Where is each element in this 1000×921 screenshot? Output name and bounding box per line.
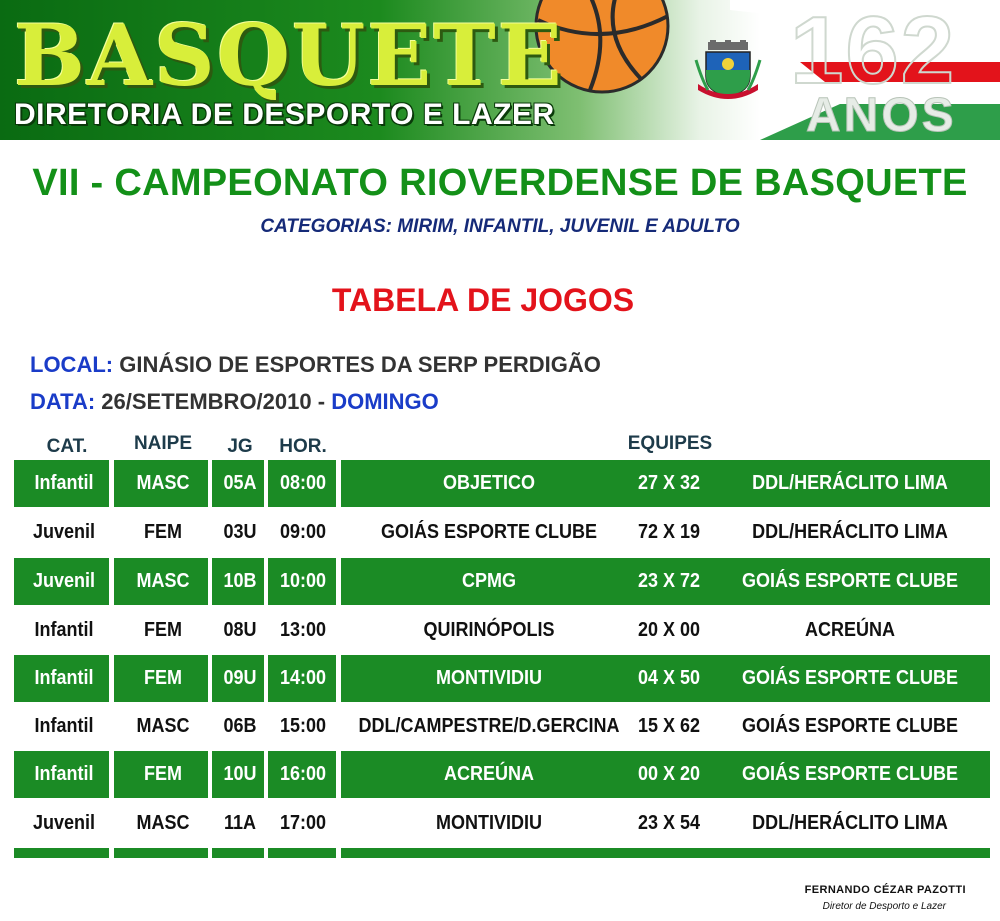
cell-score: 23 X 54 [637, 812, 701, 834]
cell-score: 20 X 00 [637, 619, 701, 641]
cell-naipe: FEM [144, 667, 182, 689]
banner-title: BASQUETE [14, 6, 564, 105]
table-row [0, 460, 1000, 507]
table-row [0, 558, 1000, 605]
cell-cat: Infantil [34, 667, 94, 689]
cell-team2: DDL/HERÁCLITO LIMA [752, 812, 948, 834]
cell-team2: GOIÁS ESPORTE CLUBE [741, 570, 959, 592]
cell-naipe: FEM [144, 619, 182, 641]
table-bottom-bar [14, 848, 109, 858]
table-row [0, 800, 1000, 847]
cell-score: 23 X 72 [637, 570, 701, 592]
cell-score: 04 X 50 [637, 667, 701, 689]
date-line [30, 389, 439, 415]
anniversary-text: ANOS [806, 89, 957, 140]
table-bottom-bar [212, 848, 264, 858]
cell-jg: 08U [223, 619, 257, 641]
cell-hor: 13:00 [279, 619, 327, 641]
cell-naipe: MASC [136, 715, 190, 737]
header-naipe: NAIPE [133, 433, 193, 454]
cell-score: 27 X 32 [637, 472, 701, 494]
cell-team2: GOIÁS ESPORTE CLUBE [741, 667, 959, 689]
table-bottom-bar [114, 848, 208, 858]
table-bottom-bar [268, 848, 336, 858]
categories-line: CATEGORIAS: MIRIM, INFANTIL, JUVENIL E ADULTO [260, 216, 740, 237]
local-line [30, 352, 601, 378]
cell-team2: DDL/HERÁCLITO LIMA [752, 521, 948, 543]
cell-team1: QUIRINÓPOLIS [423, 619, 555, 641]
signature-name: FERNANDO CÉZAR PAZOTTI [804, 884, 966, 896]
local-value: GINÁSIO DE ESPORTES DA SERP PERDIGÃO [119, 352, 601, 377]
cell-team1: ACREÚNA [444, 763, 534, 785]
cell-team2: GOIÁS ESPORTE CLUBE [741, 763, 959, 785]
cell-hor: 16:00 [279, 763, 327, 785]
table-bottom-bar [341, 848, 990, 858]
cell-jg: 09U [223, 667, 257, 689]
table-row [0, 607, 1000, 654]
cell-jg: 10B [223, 570, 257, 592]
cell-cat: Juvenil [32, 521, 96, 543]
date-label: DATA: [30, 389, 96, 414]
cell-cat: Infantil [34, 715, 94, 737]
cell-cat: Infantil [34, 472, 94, 494]
date-day: DOMINGO [331, 389, 439, 414]
table-row [0, 751, 1000, 798]
header-jg: JG [227, 436, 253, 457]
cell-score: 00 X 20 [637, 763, 701, 785]
cell-team1: OBJETICO [442, 472, 536, 494]
cell-naipe: MASC [136, 812, 190, 834]
local-label: LOCAL: [30, 352, 114, 377]
header-cat: CAT. [46, 436, 88, 457]
table-row [0, 655, 1000, 702]
cell-hor: 08:00 [279, 472, 327, 494]
table-title: TABELA DE JOGOS [331, 282, 635, 318]
championship-title: VII - CAMPEONATO RIOVERDENSE DE BASQUETE [32, 162, 968, 204]
cell-jg: 03U [223, 521, 257, 543]
signature-role: Diretor de Desporto e Lazer [822, 901, 946, 912]
cell-hor: 14:00 [279, 667, 327, 689]
anniversary-number: 162 [790, 0, 957, 104]
date-value: 26/SETEMBRO/2010 [101, 389, 312, 414]
cell-team2: ACREÚNA [805, 619, 895, 641]
cell-cat: Juvenil [32, 812, 96, 834]
header-banner [0, 0, 1000, 140]
table-row [0, 703, 1000, 750]
cell-score: 72 X 19 [637, 521, 701, 543]
cell-cat: Infantil [34, 619, 94, 641]
cell-hor: 17:00 [279, 812, 327, 834]
cell-cat: Juvenil [32, 570, 96, 592]
banner-subtitle: DIRETORIA DE DESPORTO E LAZER [14, 98, 555, 131]
cell-hor: 15:00 [279, 715, 327, 737]
cell-naipe: MASC [136, 472, 190, 494]
cell-jg: 05A [223, 472, 257, 494]
cell-jg: 06B [223, 715, 257, 737]
header-equipes: EQUIPES [627, 433, 713, 454]
cell-team1: DDL/CAMPESTRE/D.GERCINA [358, 715, 620, 737]
cell-hor: 10:00 [279, 570, 327, 592]
cell-team1: MONTIVIDIU [435, 812, 543, 834]
cell-jg: 10U [223, 763, 257, 785]
cell-team1: GOIÁS ESPORTE CLUBE [380, 521, 598, 543]
cell-team1: CPMG [462, 570, 516, 592]
cell-team1: MONTIVIDIU [435, 667, 543, 689]
cell-jg: 11A [223, 812, 257, 834]
cell-team2: DDL/HERÁCLITO LIMA [752, 472, 948, 494]
cell-cat: Infantil [34, 763, 94, 785]
cell-team2: GOIÁS ESPORTE CLUBE [741, 715, 959, 737]
cell-naipe: MASC [136, 570, 190, 592]
cell-score: 15 X 62 [637, 715, 701, 737]
cell-naipe: FEM [144, 521, 182, 543]
cell-naipe: FEM [144, 763, 182, 785]
cell-hor: 09:00 [279, 521, 327, 543]
date-separator: - [317, 389, 326, 414]
city-crest-icon [694, 40, 762, 102]
table-row [0, 509, 1000, 556]
header-hor: HOR. [279, 436, 327, 457]
